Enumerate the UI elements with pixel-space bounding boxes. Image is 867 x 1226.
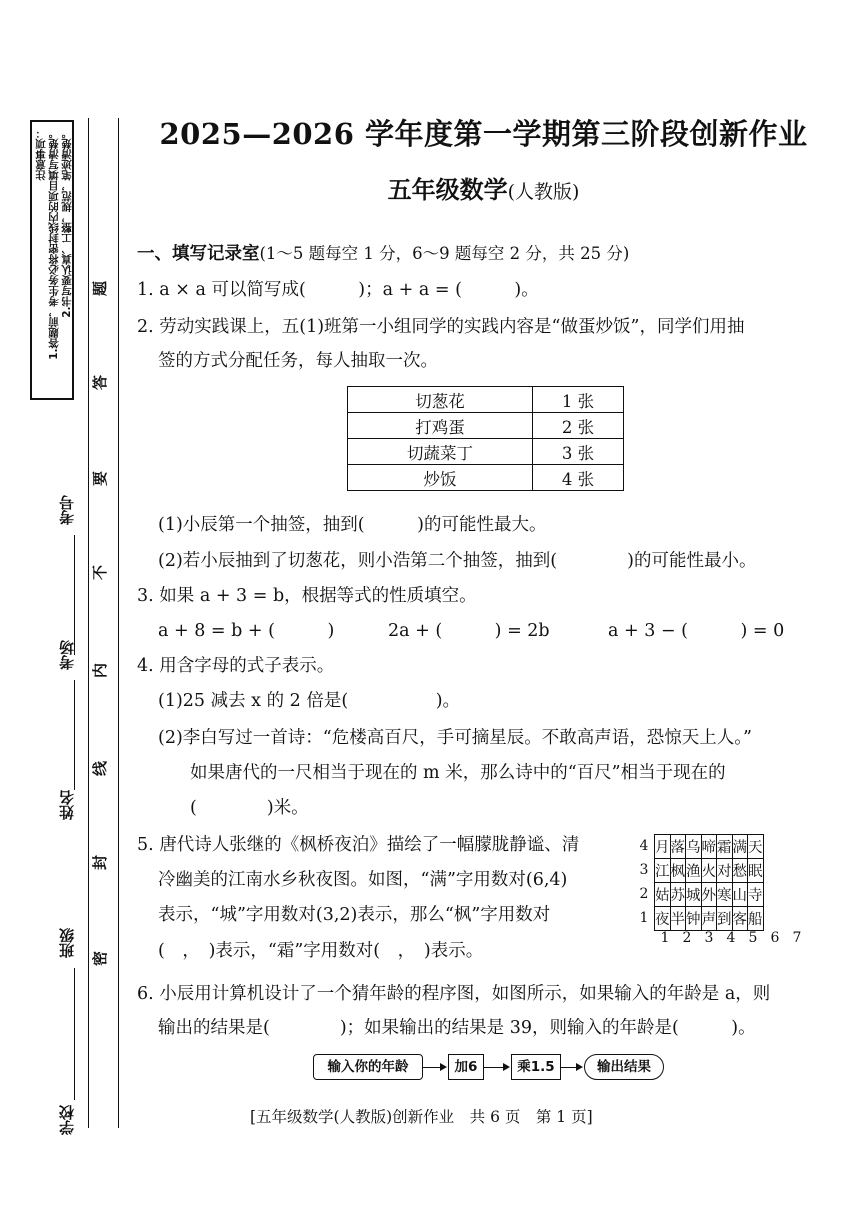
exam-room-label: 考场 (58, 640, 76, 670)
grid-cell: 满 (732, 835, 748, 859)
col-label: 2 (682, 930, 692, 946)
table-row (348, 413, 624, 439)
grid-cell: 外 (701, 883, 717, 907)
grid-cell: 渔 (686, 859, 702, 883)
flow-output-box: 输出结果 (584, 1054, 664, 1080)
grid-row (655, 907, 764, 931)
question-2-sub-2: (2)若小辰抽到了切葱花，则小浩第二个抽签，抽到( )的可能性最小。 (158, 551, 757, 571)
grid-cell: 到 (717, 907, 733, 931)
section-1-heading (137, 243, 629, 265)
question-6-line-1: 6. 小辰用计算机设计了一个猜年龄的程序图，如图所示，如果输入的年龄是 a，则 (137, 984, 771, 1004)
flow-arrow-1 (423, 1067, 445, 1068)
task-name: 炒饭 (348, 465, 533, 491)
row-label: 1 (639, 910, 649, 926)
grid-cell: 眠 (748, 859, 764, 883)
grid-cell: 月 (655, 835, 671, 859)
grid-cell: 钟 (686, 907, 702, 931)
flow-input-box: 输入你的年龄 (313, 1054, 423, 1080)
col-label: 1 (660, 930, 670, 946)
grid-row (655, 835, 764, 859)
task-name: 打鸡蛋 (348, 413, 533, 439)
grid-cell: 对 (717, 859, 733, 883)
question-2-line-2: 签的方式分配任务，每人抽取一次。 (158, 351, 438, 371)
grid-cell: 苏 (670, 883, 686, 907)
col-label: 3 (704, 930, 714, 946)
flow-multiply-box: 乘1.5 (511, 1054, 561, 1080)
question-3-eq-3: a + 3 − ( ) = 0 (608, 621, 785, 641)
seal-char-3: 要 (91, 470, 110, 487)
grid-cell: 霜 (717, 835, 733, 859)
task-count: 2 张 (533, 413, 624, 439)
flow-add-box: 加6 (448, 1054, 484, 1080)
section-1-scoring: (1～5 题每空 1 分，6～9 题每空 2 分，共 25 分) (259, 244, 630, 263)
exam-number-label: 考号 (58, 495, 76, 525)
grid-row (655, 859, 764, 883)
question-4-sub-2a: (2)李白写过一首诗：“危楼高百尺，手可摘星辰。不敢高声语，恐惊天上人。” (158, 728, 752, 748)
grid-cell: 江 (655, 859, 671, 883)
notice-box (30, 120, 74, 400)
grid-cell: 火 (701, 859, 717, 883)
seal-char-4: 不 (91, 564, 110, 581)
grid-cell: 天 (748, 835, 764, 859)
exam-number-underline (74, 535, 75, 655)
question-6-line-2: 输出的结果是( )；如果输出的结果是 39，则输入的年龄是( )。 (158, 1018, 756, 1038)
seal-char-7: 封 (91, 854, 110, 871)
col-label: 6 (770, 930, 780, 946)
grid-cell: 愁 (732, 859, 748, 883)
page-footer: [五年级数学(人教版)创新作业 共 6 页 第 1 页] (250, 1108, 593, 1126)
question-2-sub-1: (1)小辰第一个抽签，抽到( )的可能性最大。 (158, 515, 547, 535)
class-label: 班级 (58, 928, 76, 958)
grid-cell: 寺 (748, 883, 764, 907)
seal-line-inner (118, 118, 119, 1128)
grid-cell: 客 (732, 907, 748, 931)
task-count: 1 张 (533, 387, 624, 413)
flow-arrow-3 (561, 1067, 581, 1068)
grid-cell: 夜 (655, 907, 671, 931)
seal-char-8: 密 (91, 950, 110, 967)
edition-label: (人教版) (507, 181, 580, 203)
grid-cell: 落 (670, 835, 686, 859)
page-subtitle (130, 170, 837, 205)
question-5-line-3: 表示，“城”字用数对(3,2)表示，那么“枫”字用数对 (158, 905, 551, 925)
seal-line-outer (88, 118, 89, 1128)
row-label: 3 (639, 862, 649, 878)
name-label: 姓名 (58, 790, 76, 820)
grid-cell: 枫 (670, 859, 686, 883)
table-row (348, 439, 624, 465)
page-title: 2025—2026 学年度第一学期第三阶段创新作业 (159, 117, 808, 151)
question-5-line-4: ( ， )表示，“霜”字用数对( ， )表示。 (158, 941, 484, 961)
subject-title: 五年级数学 (387, 176, 508, 204)
question-4-sub-1: (1)25 减去 x 的 2 倍是( )。 (158, 691, 461, 711)
grid-cell: 声 (701, 907, 717, 931)
grid-row (655, 883, 764, 907)
task-name: 切蔬菜丁 (348, 439, 533, 465)
question-4-sub-2c: ( )米。 (190, 798, 309, 818)
notice-title: 注意事项： (35, 128, 47, 181)
table-row (348, 465, 624, 491)
question-5-line-1: 5. 唐代诗人张继的《枫桥夜泊》描绘了一幅朦胧静谧、清 (137, 835, 580, 855)
grid-cell: 半 (670, 907, 686, 931)
notice-line-2: 2.书写要认真、工整，规范，笔迹清楚。 (61, 128, 73, 318)
grid-cell: 啼 (701, 835, 717, 859)
task-count: 3 张 (533, 439, 624, 465)
row-label: 2 (639, 886, 649, 902)
seal-char-2: 答 (91, 374, 110, 391)
poem-table (654, 834, 764, 931)
name-underline (74, 710, 75, 785)
lottery-table (347, 386, 624, 491)
seal-char-1: 题 (91, 280, 110, 297)
task-count: 4 张 (533, 465, 624, 491)
section-1-title: 一、填写记录室 (137, 244, 260, 264)
question-3-eq-2: 2a + ( ) = 2b (388, 621, 550, 641)
col-label: 5 (748, 930, 758, 946)
grid-cell: 船 (748, 907, 764, 931)
question-1: 1. a × a 可以简写成( )；a + a = ( )。 (137, 280, 539, 300)
grid-cell: 寒 (717, 883, 733, 907)
col-label: 4 (726, 930, 736, 946)
notice-line-1: 1.答题前，考生务必将密封线内的项目填写清楚。 (48, 128, 60, 360)
question-3-eq-1: a + 8 = b + ( ) (158, 621, 335, 641)
grid-cell: 山 (732, 883, 748, 907)
task-name: 切葱花 (348, 387, 533, 413)
question-5-line-2: 冷幽美的江南水乡秋夜图。如图，“满”字用数对(6,4) (158, 870, 568, 890)
question-4-sub-2b: 如果唐代的一尺相当于现在的 m 米，那么诗中的“百尺”相当于现在的 (190, 763, 726, 783)
grid-cell: 乌 (686, 835, 702, 859)
question-4-line-1: 4. 用含字母的式子表示。 (137, 656, 335, 676)
grid-cell: 城 (686, 883, 702, 907)
grid-cell: 姑 (655, 883, 671, 907)
school-underline (74, 1010, 75, 1100)
seal-char-6: 线 (91, 760, 110, 777)
table-row (348, 387, 624, 413)
question-2-line-1: 2. 劳动实践课上，五(1)班第一小组同学的实践内容是“做蛋炒饭”，同学们用抽 (137, 317, 745, 337)
question-3-line-1: 3. 如果 a + 3 = b，根据等式的性质填空。 (137, 586, 477, 606)
row-label: 4 (639, 838, 649, 854)
flow-arrow-2 (484, 1067, 508, 1068)
seal-char-5: 内 (91, 662, 110, 679)
col-label: 7 (792, 930, 802, 946)
school-label: 学校 (58, 1105, 76, 1135)
